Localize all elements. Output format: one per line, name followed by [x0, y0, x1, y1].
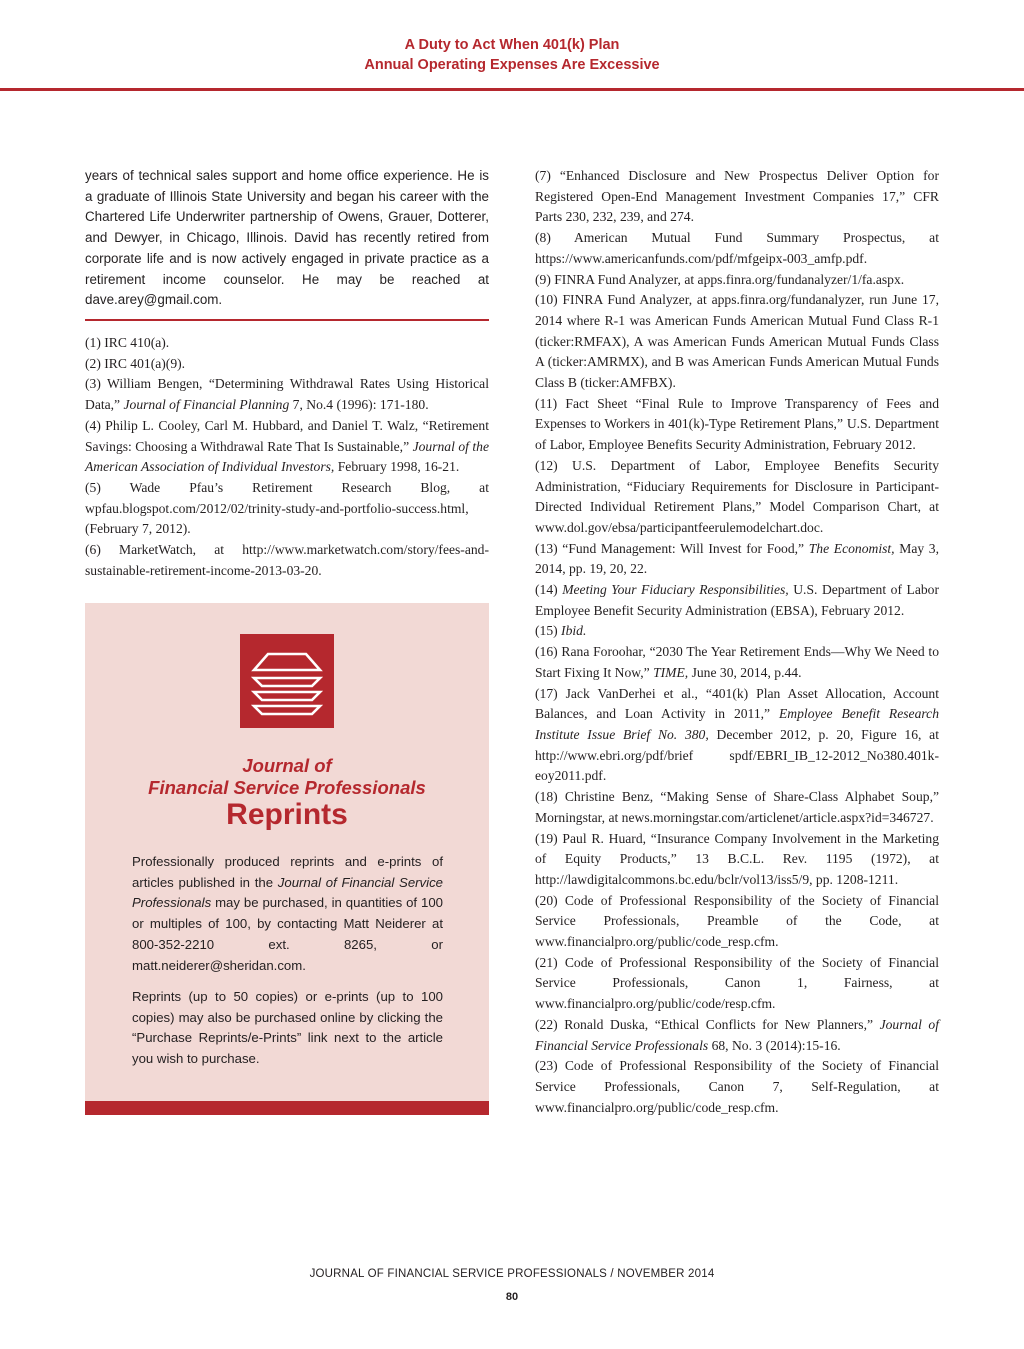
- header-title-line1: A Duty to Act When 401(k) Plan: [404, 37, 620, 53]
- endnote: [85, 540, 489, 581]
- header-rule: [0, 88, 1024, 91]
- endnotes-right-column: [535, 166, 939, 1118]
- endnote-ital: Journal of the American Association of Individual Investors,: [85, 438, 489, 475]
- reprints-p1-journal: Journal of Financial Service Professionals: [132, 874, 443, 911]
- endnote-post: February 1998, 16-21.: [334, 459, 460, 475]
- endnote: [535, 829, 939, 891]
- endnotes-left-column: [85, 333, 489, 581]
- endnote: [535, 787, 939, 828]
- endnote: [535, 891, 939, 953]
- endnote-pre: (5) Wade Pfau’s Retirement Research Blog, at wpfau.blogspot.com/2012/02/trinity-study-and-portfolio-success.html, (February 7, 2012).: [85, 479, 489, 537]
- endnote-pre: (9) FINRA Fund Analyzer, at apps.finra.org/fundanalyzer/1/fa.aspx.: [535, 271, 905, 287]
- endnote: [85, 374, 489, 415]
- endnote: [535, 1015, 939, 1056]
- endnote-pre: (19) Paul R. Huard, “Insurance Company Involvement in the Marketing of Equity Products,” 13 B.C.L. Rev. 1195 (1972), at http://lawdigitalcommons.bc.edu/bclr/vol13/iss5/9, pp. 1208-1211.: [535, 830, 939, 887]
- endnote-post: 7, No.4 (1996): 171-180.: [289, 397, 429, 413]
- running-header: [0, 35, 1024, 75]
- endnote: [535, 456, 939, 539]
- footer-journal-line: JOURNAL OF FINANCIAL SERVICE PROFESSIONALS / NOVEMBER 2014: [309, 1268, 715, 1280]
- endnote: [535, 166, 939, 228]
- bio-divider: [85, 319, 489, 321]
- endnote-pre: (22) Ronald Duska, “Ethical Conflicts for New Planners,”: [535, 1016, 880, 1032]
- endnote-post: May 3, 2014, pp. 19, 20, 22.: [535, 540, 939, 577]
- reprints-ad-bar: [85, 1101, 489, 1115]
- endnote-ital: Employee Benefit Research Institute Issue Brief No. 380,: [535, 706, 939, 742]
- endnote: [535, 394, 939, 456]
- stacked-pages-logo-icon: [240, 634, 334, 728]
- endnote: [535, 953, 939, 1015]
- reprints-title-line2: Financial Service Professionals: [148, 777, 426, 798]
- endnote-pre: (21) Code of Professional Responsibility of the Society of Financial Service Professionals, Canon 1, Fairness, at www.financialpro.org/public/code/resp.cfm.: [535, 954, 939, 1012]
- endnote-post: June 30, 2014, p.44.: [688, 664, 802, 680]
- endnote-ital: Meeting Your Fiduciary Responsibilities,: [562, 582, 789, 598]
- endnote-pre: (18) Christine Benz, “Making Sense of Share-Class Alphabet Soup,” Morningstar, at news.morningstar.com/articlenet/article.aspx?id=346727.: [535, 789, 939, 825]
- endnote-pre: (6) MarketWatch, at http://www.marketwatch.com/story/fees-and-sustainable-retirement-income-2013-03-20.: [85, 542, 489, 578]
- endnote: [535, 1056, 939, 1118]
- endnote-pre: (10) FINRA Fund Analyzer, at apps.finra.org/fundanalyzer, run June 17, 2014 where R-1 was American Funds American Mutual Fund Class R-1 (ticker:RMFAX), A was American Funds American Mutual Funds Class A (ticker:AMRMX), and B was American Funds American Mutual Funds Class B (ticker:AMFBX).: [535, 292, 939, 391]
- endnote-post: December 2012, p. 20, Figure 16, at http://www.ebri.org/pdf/brief spdf/EBRI_IB_12-2012_No380.401k-eoy2011.pdf.: [535, 726, 939, 784]
- endnote: [535, 621, 939, 642]
- endnote-ital: Journal of Financial Service Professionals: [535, 1016, 940, 1053]
- endnote: [535, 684, 939, 788]
- endnote: [85, 478, 489, 540]
- endnote-pre: (7) “Enhanced Disclosure and New Prospectus Deliver Option for Registered Open-End Management Investment Companies 17,” CFR Parts 230, 232, 239, and 274.: [535, 168, 939, 225]
- endnote: [535, 580, 939, 621]
- endnote: [535, 228, 939, 269]
- endnote-pre: (1) IRC 410(a).: [85, 335, 170, 350]
- endnote-ital: TIME,: [653, 664, 689, 680]
- endnote-ital: Journal of Financial Planning: [123, 397, 290, 413]
- endnote-pre: (23) Code of Professional Responsibility of the Society of Financial Service Professionals, Canon 7, Self-Regulation, at www.financialpro.org/public/code_resp.cfm.: [535, 1058, 939, 1115]
- endnote-pre: (4) Philip L. Cooley, Carl M. Hubbard, and Daniel T. Walz, “Retirement Savings: Choosing a Withdrawal Rate That Is Sustainable,”: [85, 417, 489, 454]
- endnote: [85, 416, 489, 478]
- endnote: [535, 642, 939, 683]
- endnote-ital: The Economist,: [808, 540, 895, 556]
- endnote: [535, 539, 939, 580]
- header-title-line2: Annual Operating Expenses Are Excessive: [364, 57, 660, 73]
- endnote-pre: (3) William Bengen, “Determining Withdrawal Rates Using Historical Data,”: [85, 376, 489, 413]
- endnote-pre: (15): [535, 623, 562, 639]
- endnote-pre: (12) U.S. Department of Labor, Employee Benefits Security Administration, “Fiduciary Requirements for Disclosure in Participant-Directed Individual Retirement Plans,” Model Comparison Chart, at www.dol.gov/ebsa/participantfeerulemodelchart.doc.: [535, 457, 939, 535]
- reprints-journal-title: [85, 755, 489, 799]
- endnote-pre: (16) Rana Foroohar, “2030 The Year Retirement Ends—Why We Need to Start Fixing It Now,”: [535, 644, 939, 680]
- reprints-p1-text: Professionally produced reprints and e-prints of articles published in the: [132, 854, 443, 890]
- reprints-heading: Reprints: [226, 798, 348, 831]
- endnote-pre: (13) “Fund Management: Will Invest for Food,”: [535, 540, 809, 556]
- page-number: 80: [505, 1291, 519, 1303]
- endnote-pre: (20) Code of Professional Responsibility of the Society of Financial Service Professionals, Preamble of the Code, at www.financialpro.org/public/code_resp.cfm.: [535, 892, 939, 950]
- endnote-pre: (8) American Mutual Fund Summary Prospectus, at https://www.americanfunds.com/pdf/mfgeipx-003_amfp.pdf.: [535, 230, 939, 266]
- endnote: [535, 290, 939, 394]
- endnote-post: 68, No. 3 (2014):15-16.: [708, 1037, 841, 1053]
- endnote-pre: (11) Fact Sheet “Final Rule to Improve Transparency of Fees and Expenses to Workers in 401(k)-Type Retirement Plans,” U.S. Department of Labor, Employee Benefits Security Administration, February 2012.: [535, 395, 939, 453]
- endnote-pre: (14): [535, 582, 563, 598]
- endnote-post: U.S. Department of Labor Employee Benefit Security Administration (EBSA), February 2012.: [535, 582, 940, 618]
- reprints-p1-contact: may be purchased, in quantities of 100 or multiples of 100, by contacting Matt Neiderer at 800-352-2210 ext. 8265, or matt.neiderer@sheridan.com.: [132, 895, 443, 973]
- endnote-ital: Ibid.: [561, 623, 587, 639]
- reprints-paragraph-2: Reprints (up to 50 copies) or e-prints (up to 100 copies) may also be purchased online by clicking the “Purchase Reprints/e-Prints” link next to the article you wish to purchase.: [132, 989, 443, 1067]
- endnote: [535, 270, 939, 291]
- endnote-pre: (2) IRC 401(a)(9).: [85, 355, 186, 371]
- endnote-pre: (17) Jack VanDerhei et al., “401(k) Plan Asset Allocation, Account Balances, and Loan Activity in 2011,”: [535, 685, 939, 722]
- reprints-title-line1: Journal of: [242, 755, 332, 776]
- author-bio: years of technical sales support and home office experience. He is a graduate of Illinois State University and began his career with the Chartered Life Underwriter partnership of Owens, Grauer, Dotterer, and Dewyer, in Chicago, Illinois. David has recently retired from corporate life and is now actively engaged in private practice as a retirement income counselor. He may be reached at dave.arey@gmail.com.: [85, 168, 489, 308]
- reprints-paragraph-1: [132, 852, 443, 976]
- endnote: [85, 333, 489, 354]
- endnote: [85, 354, 489, 375]
